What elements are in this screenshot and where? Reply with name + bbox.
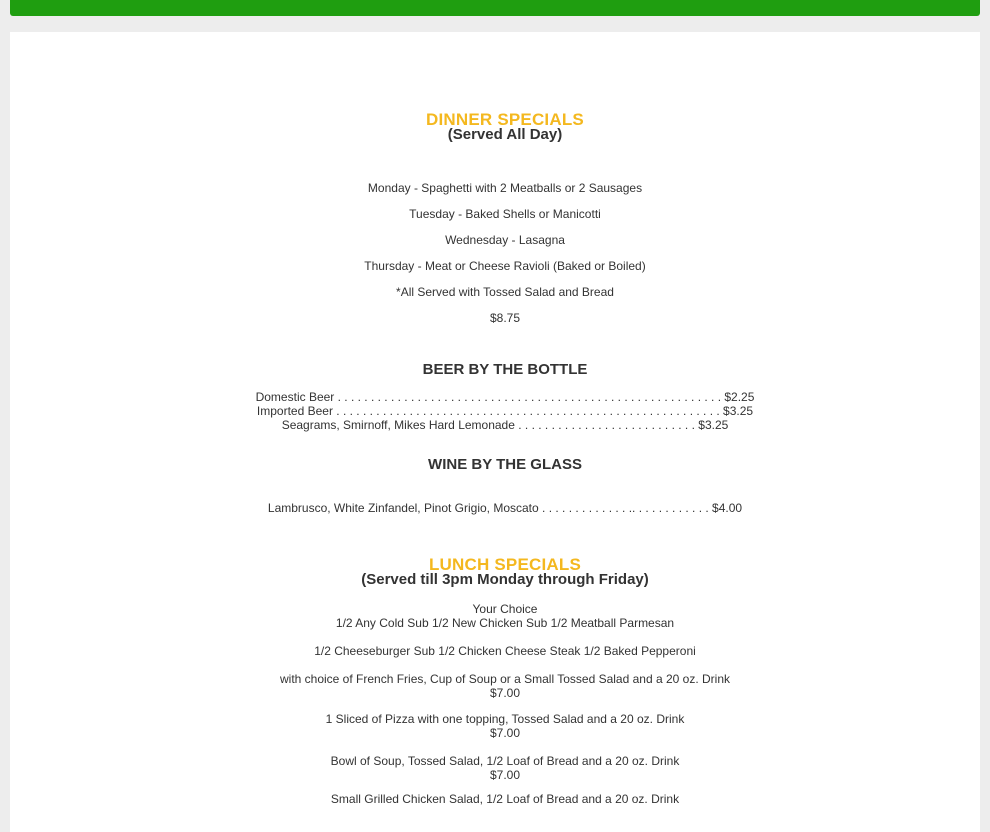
beer-title: BEER BY THE BOTTLE	[422, 361, 588, 378]
dinner-specials-title: DINNER SPECIALS	[426, 110, 584, 129]
lunch-line: Your Choice	[472, 602, 538, 616]
dinner-item-wednesday: Wednesday - Lasagna	[445, 233, 565, 247]
lunch-line: 1 Sliced of Pizza with one topping, Tossed Salad and a 20 oz. Drink	[325, 712, 685, 726]
wine-title: WINE BY THE GLASS	[428, 456, 582, 473]
lunch-line: with choice of French Fries, Cup of Soup or a Small Tossed Salad and a 20 oz. Drink	[279, 672, 730, 686]
dinner-item-tuesday: Tuesday - Baked Shells or Manicotti	[409, 207, 601, 221]
dinner-item-monday: Monday - Spaghetti with 2 Meatballs or 2 Sausages	[367, 181, 643, 195]
lunch-price: $7.00	[489, 686, 521, 700]
beer-item-imported: Imported Beer . . . . . . . . . . . . . . . . . . . . . . . . . . . . . . . . . . . . . . . . . . . . . . . . . . . . . . . . . . $3.25	[256, 404, 754, 418]
beer-item-seagrams: Seagrams, Smirnoff, Mikes Hard Lemonade . . . . . . . . . . . . . . . . . . . . . . . . . . . $3.25	[281, 418, 729, 432]
wine-item: Lambrusco, White Zinfandel, Pinot Grigio, Moscato . . . . . . . . . . . . . .. . . . . . . . . . . . $4.00	[267, 501, 743, 515]
dinner-price: $8.75	[489, 311, 521, 325]
lunch-specials-subtitle: (Served till 3pm Monday through Friday)	[361, 571, 649, 588]
lunch-line: Small Grilled Chicken Salad, 1/2 Loaf of Bread and a 20 oz. Drink	[330, 792, 680, 806]
lunch-price: $7.00	[489, 768, 521, 782]
top-green-bar	[10, 0, 980, 16]
dinner-item-thursday: Thursday - Meat or Cheese Ravioli (Baked or Boiled)	[364, 259, 646, 273]
dinner-note: *All Served with Tossed Salad and Bread	[396, 285, 614, 299]
lunch-price: $7.00	[489, 726, 521, 740]
beer-item-domestic: Domestic Beer . . . . . . . . . . . . . . . . . . . . . . . . . . . . . . . . . . . . . . . . . . . . . . . . . . . . . . . . . . $2.25	[255, 390, 755, 404]
lunch-line: Bowl of Soup, Tossed Salad, 1/2 Loaf of Bread and a 20 oz. Drink	[330, 754, 680, 768]
lunch-line: 1/2 Any Cold Sub 1/2 New Chicken Sub 1/2 Meatball Parmesan	[335, 616, 675, 630]
dinner-specials-subtitle: (Served All Day)	[447, 126, 563, 143]
lunch-line: 1/2 Cheeseburger Sub 1/2 Chicken Cheese Steak 1/2 Baked Pepperoni	[314, 644, 696, 658]
lunch-specials-title: LUNCH SPECIALS	[428, 555, 582, 574]
